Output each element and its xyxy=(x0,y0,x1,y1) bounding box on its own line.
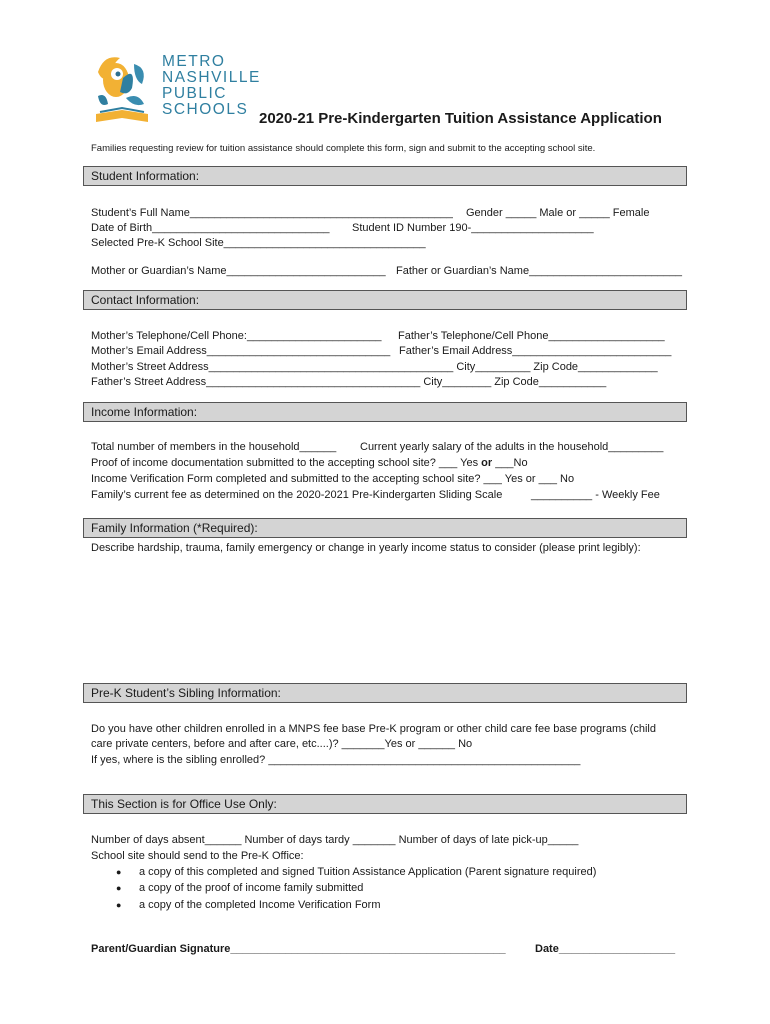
date-field[interactable]: Date___________________ xyxy=(535,943,676,955)
section-header-student xyxy=(83,166,687,186)
sibling-question-line-1: Do you have other children enrolled in a MNPS fee base Pre-K program or other child care fee base programs (child xyxy=(91,723,656,735)
section-header-family xyxy=(83,518,687,538)
father-phone-field[interactable]: Father’s Telephone/Cell Phone___________________ xyxy=(398,330,665,342)
signature-label: Parent/Guardian Signature xyxy=(91,943,231,955)
weekly-fee-field[interactable]: __________ - Weekly Fee xyxy=(531,489,660,501)
mother-email-field[interactable]: Mother’s Email Address______________________________ xyxy=(91,345,391,357)
intro-text: Families requesting review for tuition assistance should complete this form, sign and submit to the accepting school site. xyxy=(91,143,596,154)
student-full-name-field[interactable]: Student’s Full Name___________________________________________ xyxy=(91,207,453,219)
hardship-description-area[interactable] xyxy=(91,558,687,678)
logo-line: NASHVILLE xyxy=(162,69,261,86)
section-title: Contact Information: xyxy=(91,293,200,307)
father-email-field[interactable]: Father’s Email Address__________________________ xyxy=(399,345,672,357)
proof-of-income-field[interactable] xyxy=(91,456,528,470)
proof-of-income-text: Proof of income documentation submitted to the accepting school site? ___ Yes xyxy=(91,457,482,469)
logo-line: PUBLIC xyxy=(162,85,227,102)
mother-guardian-name-field[interactable]: Mother or Guardian’s Name__________________________ xyxy=(91,265,386,277)
school-site-send-label: School site should send to the Pre-K Office: xyxy=(91,850,304,862)
sibling-question-line-2[interactable]: care private centers, before and after care, etc....)? _______Yes or ______ No xyxy=(91,738,473,750)
section-title: Income Information: xyxy=(91,405,198,419)
signature-line: _____________________________________________ xyxy=(230,943,506,955)
bullet-icon: ● xyxy=(116,867,122,877)
signature-field[interactable] xyxy=(91,942,506,956)
office-list-item: a copy of the completed Income Verification Form xyxy=(139,899,381,911)
mother-street-field[interactable]: Mother’s Street Address________________________________________ City_________ Zip Code_____________ xyxy=(91,361,658,373)
office-list-item: a copy of this completed and signed Tuition Assistance Application (Parent signature required) xyxy=(139,866,597,878)
income-verification-field[interactable]: Income Verification Form completed and submitted to the accepting school site? ___ Yes or ___ No xyxy=(91,473,575,485)
household-members-field[interactable]: Total number of members in the household______ xyxy=(91,441,337,453)
owl-book-logo-icon xyxy=(90,52,156,127)
section-title: This Section is for Office Use Only: xyxy=(91,797,277,811)
attendance-days-fields[interactable]: Number of days absent______ Number of days tardy _______ Number of days of late pick-up_____ xyxy=(91,834,579,846)
yearly-salary-field[interactable]: Current yearly salary of the adults in the household_________ xyxy=(360,441,664,453)
mnps-logo xyxy=(90,52,261,127)
date-of-birth-field[interactable]: Date of Birth_____________________________ xyxy=(91,222,330,234)
section-title: Family Information (*Required): xyxy=(91,521,258,535)
section-header-income xyxy=(83,402,687,422)
bullet-icon: ● xyxy=(116,900,122,910)
or-text: or xyxy=(481,457,493,469)
section-header-sibling xyxy=(83,683,687,703)
bullet-icon: ● xyxy=(116,883,122,893)
sibling-enrolled-where-field[interactable]: If yes, where is the sibling enrolled? ___________________________________________________ xyxy=(91,754,581,766)
logo-line: METRO xyxy=(162,53,226,70)
section-title: Pre-K Student’s Sibling Information: xyxy=(91,686,281,700)
school-site-field[interactable]: Selected Pre-K School Site_________________________________ xyxy=(91,237,426,249)
current-fee-label: Family’s current fee as determined on the 2020-2021 Pre-Kindergarten Sliding Scale xyxy=(91,489,503,501)
logo-text xyxy=(162,54,261,118)
proof-no-text: ___No xyxy=(492,457,528,469)
father-guardian-name-field[interactable]: Father or Guardian’s Name_________________________ xyxy=(396,265,683,277)
father-street-field[interactable]: Father’s Street Address___________________________________ City________ Zip Code___________ xyxy=(91,376,607,388)
office-list-item: a copy of the proof of income family submitted xyxy=(139,882,364,894)
section-header-office xyxy=(83,794,687,814)
section-title: Student Information: xyxy=(91,169,200,183)
logo-line: SCHOOLS xyxy=(162,101,249,118)
student-id-field[interactable]: Student ID Number 190-____________________ xyxy=(352,222,594,234)
hardship-description-label: Describe hardship, trauma, family emergency or change in yearly income status to consider (please print legibly): xyxy=(91,542,641,554)
page-title: 2020-21 Pre-Kindergarten Tuition Assistance Application xyxy=(259,110,662,127)
mother-phone-field[interactable]: Mother’s Telephone/Cell Phone:______________________ xyxy=(91,330,382,342)
section-header-contact xyxy=(83,290,687,310)
gender-field[interactable]: Gender _____ Male or _____ Female xyxy=(466,207,650,219)
